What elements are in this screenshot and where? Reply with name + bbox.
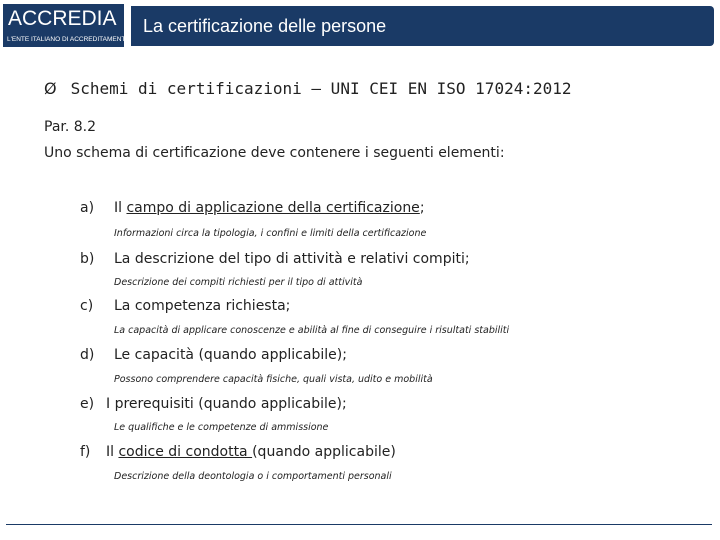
intro-text: Uno schema di certificazione deve contenere i seguenti elementi:: [44, 145, 505, 161]
item-text: I prerequisiti (quando applicabile);: [106, 396, 347, 412]
logo-tagline: L'ENTE ITALIANO DI ACCREDITAMENTO: [7, 36, 131, 43]
item-text: Le capacità (quando applicabile);: [114, 347, 347, 363]
list-item: [80, 347, 347, 363]
slide-title: La certificazione delle persone: [143, 16, 387, 36]
item-letter: b): [80, 251, 95, 267]
item-text-post: (quando applicabile): [252, 444, 396, 460]
item-description: Descrizione della deontologia o i comportamenti personali: [114, 471, 392, 482]
accredia-logo: [3, 4, 131, 47]
list-item: [80, 396, 347, 412]
item-description: La capacità di applicare conoscenze e abilità al fine di conseguire i risultati stabiliti: [114, 325, 510, 336]
item-link[interactable]: codice di condotta: [118, 444, 253, 460]
section-heading: [44, 79, 572, 98]
section-heading-text: Schemi di certificazioni – UNI CEI EN ISO 17024:2012: [70, 79, 572, 98]
list-item: [80, 444, 396, 460]
arrow-bullet-icon: Ø: [44, 79, 57, 98]
list-item: [80, 298, 290, 314]
logo-wordmark: ACCREDIA: [8, 7, 117, 30]
item-text-post: ;: [419, 200, 425, 216]
item-letter: d): [80, 347, 95, 363]
item-letter: e): [80, 396, 95, 412]
item-link[interactable]: campo di applicazione della certificazione: [126, 200, 420, 216]
item-letter: c): [80, 298, 94, 314]
item-text: La competenza richiesta;: [114, 298, 291, 314]
item-text-pre: Il: [106, 444, 119, 460]
item-description: Descrizione dei compiti richiesti per il tipo di attività: [114, 277, 363, 288]
title-bar: [131, 6, 714, 46]
paragraph-reference: Par. 8.2: [44, 119, 97, 135]
item-text-pre: Il: [114, 200, 127, 216]
item-text: La descrizione del tipo di attività e relativi compiti;: [114, 251, 470, 267]
item-description: Le qualifiche e le competenze di ammissione: [114, 422, 329, 433]
item-letter: f): [80, 444, 91, 460]
item-description: Possono comprendere capacità fisiche, quali vista, udito e mobilità: [114, 374, 433, 385]
list-item: [80, 251, 470, 267]
item-description: Informazioni circa la tipologia, i confini e limiti della certificazione: [114, 228, 427, 239]
footer-divider: [6, 524, 712, 525]
list-item: [80, 200, 425, 216]
item-letter: a): [80, 200, 95, 216]
